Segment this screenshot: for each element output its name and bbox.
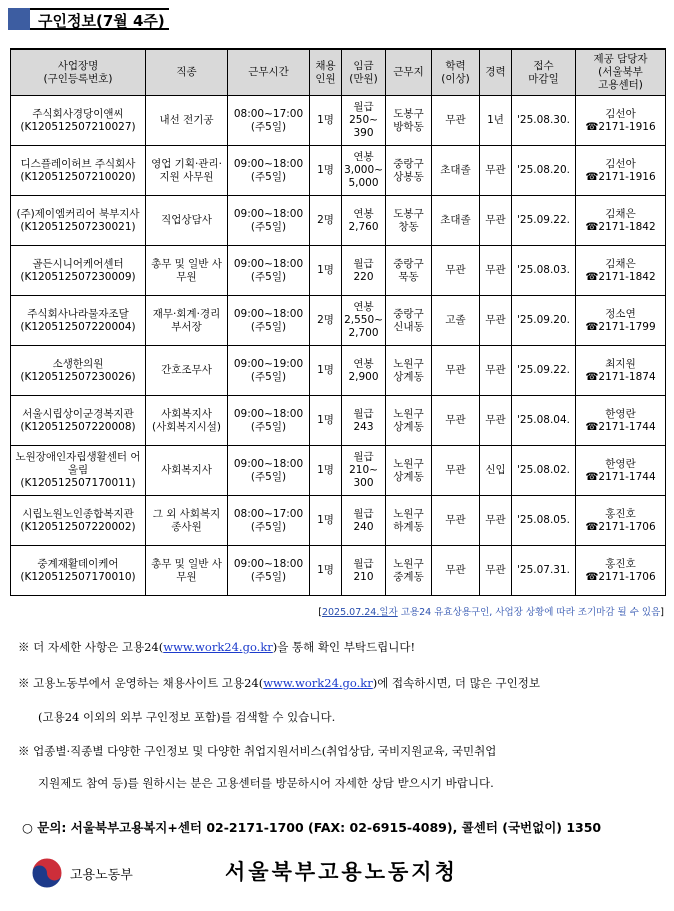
table-cell: 1명	[310, 546, 342, 596]
table-cell: 직업상담사	[146, 196, 228, 246]
table-cell: '25.08.20.	[512, 146, 576, 196]
table-cell: 김선아 ☎2171-1916	[576, 146, 666, 196]
table-row	[11, 446, 666, 496]
table-cell: 무관	[432, 246, 480, 296]
table-cell: 무관	[432, 546, 480, 596]
table-row	[11, 546, 666, 596]
note-date: 2025.07.24.일자	[321, 607, 398, 618]
info-line-3b: 지원제도 참여 등)를 원하시는 분은 고용센터를 방문하시어 자세한 상담 받으시기 바랍니다.	[38, 776, 494, 790]
table-cell: '25.08.30.	[512, 96, 576, 146]
info-line-1: ※ 더 자세한 사항은 고용24(www.work24.go.kr)을 통해 확인 부탁드립니다!	[18, 640, 416, 654]
table-cell: 그 외 사회복지 종사원	[146, 496, 228, 546]
table-cell: 09:00~19:00 (주5일)	[228, 346, 310, 396]
table-cell: 주식회사경당이앤씨 (K120512507210027)	[11, 96, 146, 146]
table-cell: '25.09.22.	[512, 346, 576, 396]
table-cell: 노원구 상계동	[386, 396, 432, 446]
table-row	[11, 246, 666, 296]
work24-link[interactable]: www.work24.go.kr	[163, 640, 273, 654]
table-cell: 09:00~18:00 (주5일)	[228, 196, 310, 246]
column-header: 사업장명 (구인등록번호)	[11, 49, 146, 96]
table-cell: '25.08.03.	[512, 246, 576, 296]
table-cell: 무관	[480, 546, 512, 596]
table-cell: 김채은 ☎2171-1842	[576, 246, 666, 296]
table-cell: 중랑구 신내동	[386, 296, 432, 346]
column-header: 채용 인원	[310, 49, 342, 96]
table-cell: 서울시립상이군경복지관 (K120512507220008)	[11, 396, 146, 446]
column-header: 제공 담당자 (서울북부 고용센터)	[576, 49, 666, 96]
column-header: 근무지	[386, 49, 432, 96]
table-cell: 09:00~18:00 (주5일)	[228, 296, 310, 346]
column-header: 직종	[146, 49, 228, 96]
table-row	[11, 146, 666, 196]
table-cell: 소생한의원 (K120512507230026)	[11, 346, 146, 396]
logo-text: 고용노동부	[70, 867, 133, 883]
page-title-bar	[8, 8, 169, 30]
table-cell: 1명	[310, 396, 342, 446]
table-cell: 최지원 ☎2171-1874	[576, 346, 666, 396]
table-cell: 무관	[480, 246, 512, 296]
table-cell: 무관	[480, 296, 512, 346]
table-cell: 08:00~17:00 (주5일)	[228, 496, 310, 546]
table-cell: 2명	[310, 296, 342, 346]
table-cell: 영업 기획·관리·지원 사무원	[146, 146, 228, 196]
table-cell: 신입	[480, 446, 512, 496]
table-cell: '25.09.22.	[512, 196, 576, 246]
table-row	[11, 96, 666, 146]
info-line-2: ※ 고용노동부에서 운영하는 채용사이트 고용24(www.work24.go.kr)에 접속하시면, 더 많은 구인정보	[18, 676, 540, 690]
job-table	[10, 48, 666, 596]
table-cell: 도봉구 창동	[386, 196, 432, 246]
table-cell: 디스플레이허브 주식회사 (K120512507210020)	[11, 146, 146, 196]
table-cell: 홍진호 ☎2171-1706	[576, 496, 666, 546]
table-row	[11, 496, 666, 546]
table-cell: 무관	[480, 396, 512, 446]
table-cell: 김선아 ☎2171-1916	[576, 96, 666, 146]
table-cell: 월급 220	[342, 246, 386, 296]
table-cell: 1명	[310, 446, 342, 496]
table-cell: 무관	[432, 396, 480, 446]
table-cell: 09:00~18:00 (주5일)	[228, 146, 310, 196]
column-header: 경력	[480, 49, 512, 96]
table-cell: 1명	[310, 246, 342, 296]
table-cell: 1명	[310, 146, 342, 196]
table-cell: 무관	[480, 346, 512, 396]
footer	[0, 852, 674, 892]
table-cell: 연봉 2,900	[342, 346, 386, 396]
table-cell: 사회복지사 (사회복지시설)	[146, 396, 228, 446]
table-cell: '25.09.20.	[512, 296, 576, 346]
table-row	[11, 196, 666, 246]
table-cell: 노원장애인자립생활센터 어울림 (K120512507170011)	[11, 446, 146, 496]
table-cell: 연봉 2,760	[342, 196, 386, 246]
organization-name: 서울북부고용노동지청	[225, 860, 458, 884]
note-text: 고용24 유효상용구인, 사업장 상황에 따라 조기마감 될 수 있음	[397, 607, 661, 618]
table-cell: 월급 210	[342, 546, 386, 596]
table-cell: 연봉 2,550~ 2,700	[342, 296, 386, 346]
table-cell: 09:00~18:00 (주5일)	[228, 546, 310, 596]
table-cell: 무관	[480, 496, 512, 546]
table-cell: 중계재활데이케어 (K120512507170010)	[11, 546, 146, 596]
table-cell: 노원구 중계동	[386, 546, 432, 596]
table-cell: 사회복지사	[146, 446, 228, 496]
table-cell: 무관	[432, 96, 480, 146]
title-marker	[8, 8, 30, 30]
table-cell: 중랑구 상봉동	[386, 146, 432, 196]
table-cell: 무관	[432, 446, 480, 496]
table-cell: 09:00~18:00 (주5일)	[228, 396, 310, 446]
table-cell: 노원구 상계동	[386, 346, 432, 396]
table-cell: 월급 210~ 300	[342, 446, 386, 496]
page-title: 구인정보(7월 4주)	[30, 8, 169, 30]
table-header-row	[11, 49, 666, 96]
table-cell: 초대졸	[432, 146, 480, 196]
column-header: 임금 (만원)	[342, 49, 386, 96]
table-cell: 08:00~17:00 (주5일)	[228, 96, 310, 146]
table-cell: 홍진호 ☎2171-1706	[576, 546, 666, 596]
table-cell: 무관	[480, 196, 512, 246]
table-cell: 도봉구 방학동	[386, 96, 432, 146]
table-cell: 1년	[480, 96, 512, 146]
table-cell: '25.07.31.	[512, 546, 576, 596]
column-header: 근무시간	[228, 49, 310, 96]
table-cell: 주식회사나라물자조달 (K120512507220004)	[11, 296, 146, 346]
table-cell: 골든시니어케어센터 (K120512507230009)	[11, 246, 146, 296]
table-row	[11, 346, 666, 396]
table-cell: 연봉 3,000~ 5,000	[342, 146, 386, 196]
column-header: 접수 마감일	[512, 49, 576, 96]
table-cell: 내선 전기공	[146, 96, 228, 146]
table-cell: 고졸	[432, 296, 480, 346]
table-note: [2025.07.24.일자 고용24 유효상용구인, 사업장 상황에 따라 조기마감 될 수 있음]	[318, 607, 664, 618]
table-cell: 1명	[310, 96, 342, 146]
taegeuk-icon	[30, 856, 64, 890]
table-cell: 한영란 ☎2171-1744	[576, 396, 666, 446]
ministry-logo	[30, 856, 133, 890]
table-cell: (주)제이엠커리어 북부지사 (K120512507230021)	[11, 196, 146, 246]
table-cell: 시립노원노인종합복지관 (K120512507220002)	[11, 496, 146, 546]
table-row	[11, 396, 666, 446]
table-cell: 중랑구 묵동	[386, 246, 432, 296]
table-cell: '25.08.05.	[512, 496, 576, 546]
column-header: 학력 (이상)	[432, 49, 480, 96]
info-line-3: ※ 업종별·직종별 다양한 구인정보 및 다양한 취업지원서비스(취업상담, 국비지원교육, 국민취업	[18, 744, 497, 758]
table-cell: 무관	[432, 496, 480, 546]
table-cell: '25.08.04.	[512, 396, 576, 446]
table-cell: 초대졸	[432, 196, 480, 246]
table-cell: 총무 및 일반 사무원	[146, 246, 228, 296]
table-cell: 무관	[480, 146, 512, 196]
info-line-2b: (고용24 이외의 외부 구인정보 포함)를 검색할 수 있습니다.	[38, 710, 336, 724]
table-cell: '25.08.02.	[512, 446, 576, 496]
table-cell: 1명	[310, 496, 342, 546]
contact-line: ○ 문의: 서울북부고용복지+센터 02-2171-1700 (FAX: 02-6915-4089), 콜센터 (국번없이) 1350	[22, 820, 602, 835]
table-cell: 월급 243	[342, 396, 386, 446]
table-cell: 한영란 ☎2171-1744	[576, 446, 666, 496]
table-cell: 09:00~18:00 (주5일)	[228, 246, 310, 296]
work24-link-2[interactable]: www.work24.go.kr	[263, 676, 373, 690]
table-cell: 2명	[310, 196, 342, 246]
table-cell: 09:00~18:00 (주5일)	[228, 446, 310, 496]
table-cell: 재무·회계·경리 부서장	[146, 296, 228, 346]
table-cell: 노원구 상계동	[386, 446, 432, 496]
table-cell: 무관	[432, 346, 480, 396]
table-cell: 1명	[310, 346, 342, 396]
table-cell: 정소연 ☎2171-1799	[576, 296, 666, 346]
table-cell: 총무 및 일반 사무원	[146, 546, 228, 596]
table-row	[11, 296, 666, 346]
table-cell: 간호조무사	[146, 346, 228, 396]
table-cell: 노원구 하계동	[386, 496, 432, 546]
table-cell: 김채은 ☎2171-1842	[576, 196, 666, 246]
table-cell: 월급 250~ 390	[342, 96, 386, 146]
table-cell: 월급 240	[342, 496, 386, 546]
